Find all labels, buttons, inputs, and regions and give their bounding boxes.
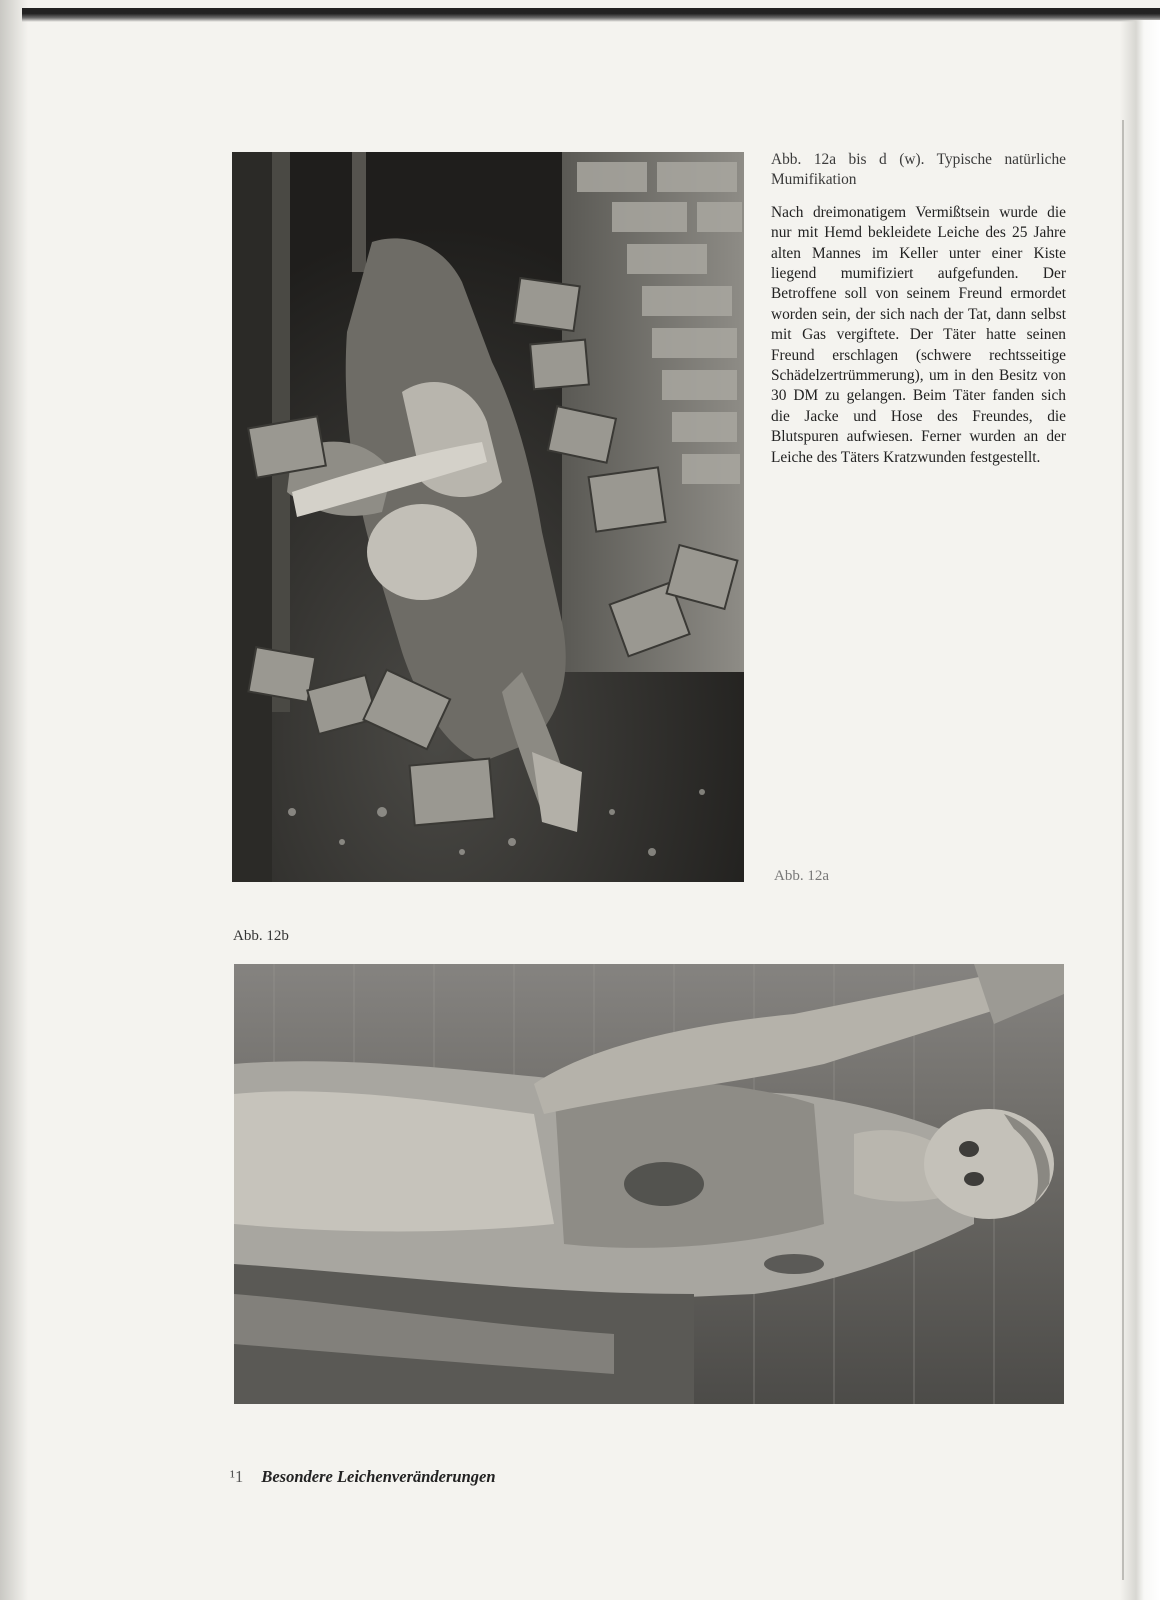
figure-12a-label: Abb. 12a [774, 868, 829, 884]
page-footer [230, 1467, 496, 1487]
figure-12a-photo [232, 152, 744, 882]
top-border-rule [22, 8, 1160, 22]
page-right-edge [1120, 20, 1160, 1600]
caption-block [771, 150, 1066, 468]
caption-title: Abb. 12a bis d (w). Typische natürliche Mumifikation [771, 151, 1066, 189]
page-right-edge-line [1122, 120, 1124, 1580]
figure-12b-label: Abb. 12b [233, 928, 289, 944]
running-title: Besondere Leichenveränderungen [261, 1467, 496, 1486]
figure-12b-photo [234, 964, 1064, 1404]
page-left-shadow [0, 0, 28, 1600]
caption-text: Nach dreimonatigem Vermißtsein wurde die nur mit Hemd bekleidete Leiche des 25 Jahre alten Mannes im Keller unter einer Kiste liegend mumifiziert aufgefunden. Der Betroffene soll von seinem Freund ermordet worden sein, der sich nach der Tat, dann selbst mit Gas vergiftete. Der Täter hatte seinen Freund erschlagen (schwere rechtsseitige Schädelzertrümmerung), um in den Besitz von 30 DM zu gelangen. Beim Täter fanden sich die Jacke und Hose des Freundes, die Blutspuren aufwiesen. Ferner wurden an der Leiche des Täters Kratzwunden festgestellt. [771, 203, 1066, 466]
page-number: ¹1 [230, 1467, 244, 1486]
